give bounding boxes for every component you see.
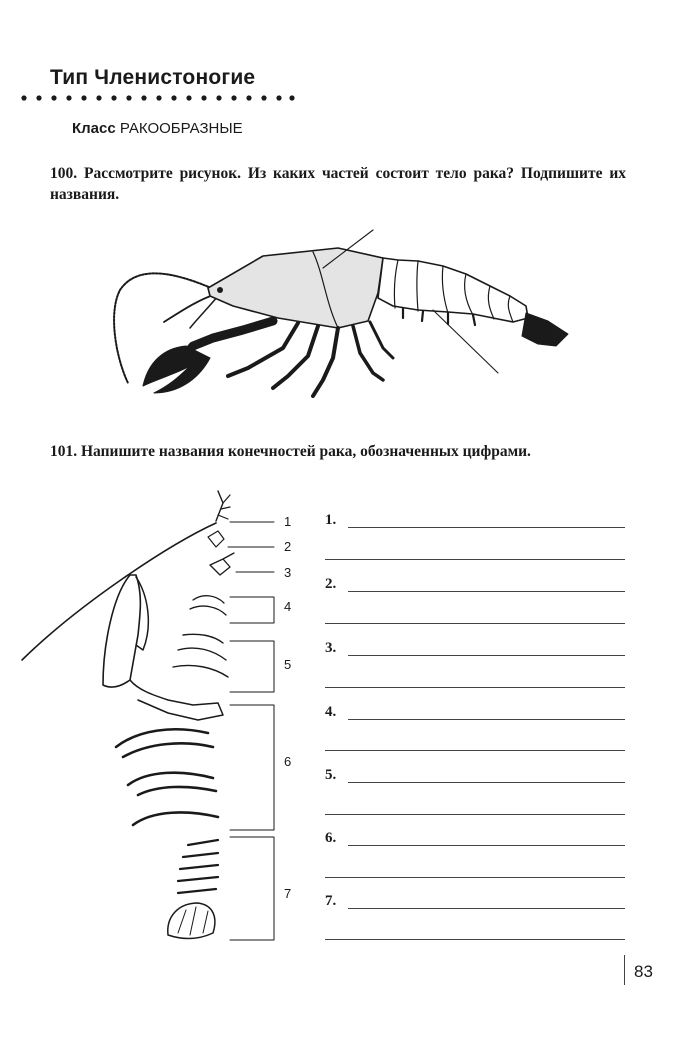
bracket-4	[230, 597, 274, 623]
answer-line-6[interactable]	[348, 845, 625, 846]
dotted-divider	[20, 94, 295, 102]
answer-line-3b[interactable]	[325, 687, 625, 688]
figure-label-6: 6	[284, 754, 292, 769]
crayfish-illustration	[98, 218, 583, 418]
answer-number-1: 1.	[325, 512, 337, 528]
limb-swimmerets	[178, 840, 218, 893]
tail-fan	[522, 313, 568, 346]
answer-line-4[interactable]	[348, 719, 625, 720]
task-101	[50, 441, 626, 462]
figure-label-3: 3	[284, 565, 292, 580]
figure-label-4: 4	[284, 599, 292, 614]
figure-label-7: 7	[284, 886, 292, 901]
crayfish-limbs-illustration	[18, 485, 308, 945]
figure-label-2: 2	[284, 539, 292, 554]
class-name: РАКООБРАЗНЫЕ	[119, 120, 243, 137]
task-100-text: Рассмотрите рисунок. Из каких частей состоит тело рака? Подпишите их названия.	[50, 165, 627, 203]
task-100	[50, 163, 626, 205]
figure-label-1: 1	[284, 514, 292, 529]
answer-line-5b[interactable]	[325, 814, 625, 815]
answer-line-7b[interactable]	[325, 939, 625, 940]
answer-number-4: 4.	[325, 704, 337, 720]
answer-number-3: 3.	[325, 640, 337, 656]
limb-mandible	[210, 553, 234, 575]
bracket-7	[230, 837, 274, 940]
limb-walking-legs	[116, 729, 218, 825]
abdomen	[378, 258, 528, 322]
limb-tail-fan	[168, 903, 215, 939]
answer-line-2b[interactable]	[325, 623, 625, 624]
answer-line-4b[interactable]	[325, 750, 625, 751]
answer-number-7: 7.	[325, 893, 337, 909]
class-heading	[72, 120, 243, 137]
section-title: Тип Членистоногие	[50, 66, 256, 89]
cephalothorax	[208, 248, 383, 328]
task-100-number: 100.	[50, 165, 78, 182]
claw	[143, 346, 210, 393]
task-101-text: Напишите названия конечностей рака, обозначенных цифрами.	[81, 443, 531, 460]
answer-number-6: 6.	[325, 830, 337, 846]
limb-maxillae	[190, 596, 226, 615]
answer-number-5: 5.	[325, 767, 337, 783]
figure-label-5: 5	[284, 657, 292, 672]
limb-maxillipeds	[173, 634, 228, 677]
bracket-6	[230, 705, 274, 830]
bracket-5	[230, 641, 274, 692]
answer-line-2[interactable]	[348, 591, 625, 592]
answer-line-1[interactable]	[348, 527, 625, 528]
answer-line-5[interactable]	[348, 782, 625, 783]
page-number: 83	[634, 962, 653, 981]
answer-line-6b[interactable]	[325, 877, 625, 878]
limb-big-claw	[103, 575, 140, 687]
pointer-line-2	[433, 310, 498, 373]
limb-antennule	[208, 531, 224, 547]
answer-line-3[interactable]	[348, 655, 625, 656]
class-label: Класс	[72, 120, 116, 137]
answer-number-2: 2.	[325, 576, 337, 592]
task-101-number: 101.	[50, 443, 78, 460]
answer-line-1b[interactable]	[325, 559, 625, 560]
answer-line-7[interactable]	[348, 908, 625, 909]
